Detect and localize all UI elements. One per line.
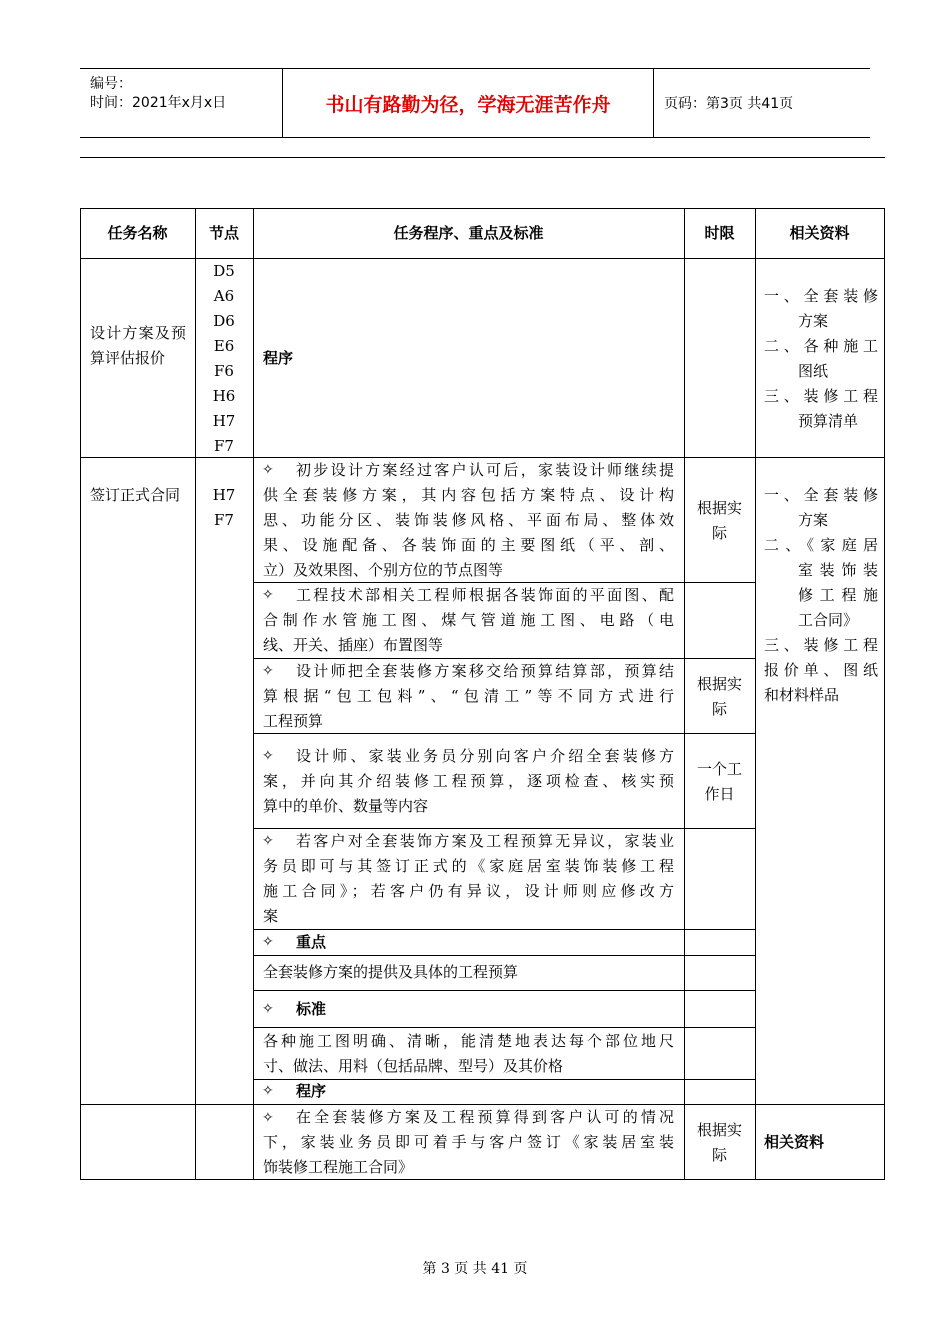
row3-materials: 相关资料 bbox=[764, 1133, 825, 1151]
material-line: 修工程施 bbox=[798, 586, 878, 604]
step-2-lines bbox=[263, 608, 674, 658]
limit-line: 际 bbox=[711, 524, 727, 542]
col-header-procedure: 任务程序、重点及标准 bbox=[393, 224, 544, 242]
page-info: 页码：第3页 共41页 bbox=[664, 96, 794, 112]
node: F7 bbox=[214, 437, 234, 455]
key-text: 全套装修方案的提供及具体的工程预算 bbox=[263, 963, 519, 981]
material-line: 二、《家庭居 bbox=[764, 536, 878, 554]
row3-lines bbox=[263, 1130, 674, 1180]
standard-label: 标准 bbox=[296, 1000, 327, 1018]
text-line: 线、开关、插座）布置图等 bbox=[263, 636, 444, 654]
step-3-lines bbox=[263, 684, 674, 734]
text-line: 合制作水管施工图、煤气管道施工图、电路（电 bbox=[263, 611, 674, 629]
limit-line: 根据实 bbox=[696, 1121, 742, 1139]
text-line: 设计师把全套装修方案移交给预算结算部，预算结 bbox=[296, 662, 674, 680]
text-line: 各种施工图明确、清晰，能清楚地表达每个部位地尺 bbox=[263, 1032, 674, 1050]
material-line: 一、全套装修 bbox=[764, 486, 878, 504]
bullet-icon: ✧ bbox=[262, 1110, 274, 1126]
text-line: 若客户对全套装饰方案及工程预算无异议，家装业 bbox=[296, 832, 674, 850]
row2-task: 签订正式合同 bbox=[90, 486, 181, 504]
material-line: 工合同》 bbox=[798, 611, 859, 629]
limit-line: 际 bbox=[711, 1146, 727, 1164]
step-4-limit bbox=[684, 757, 755, 807]
col-header-task: 任务名称 bbox=[107, 224, 168, 242]
text-line: 初步设计方案经过客户认可后，家装设计师继续提 bbox=[296, 461, 674, 479]
limit-line: 根据实 bbox=[696, 675, 742, 693]
step-5-first bbox=[296, 829, 674, 854]
step-5-lines bbox=[263, 854, 674, 929]
row1-task: 设计方案及预算评估报价 bbox=[90, 324, 186, 367]
bullet-icon: ✧ bbox=[262, 748, 274, 764]
bullet-icon: ✧ bbox=[262, 587, 274, 603]
node: H7 bbox=[212, 486, 236, 504]
bullet-icon: ✧ bbox=[262, 934, 274, 950]
node: A6 bbox=[213, 287, 235, 305]
text-line: 供全套装修方案，其内容包括方案特点、设计构 bbox=[263, 486, 674, 504]
col-header-node: 节点 bbox=[208, 224, 239, 242]
row2-materials bbox=[764, 483, 878, 708]
header-rule bbox=[80, 157, 885, 158]
text-line: 案 bbox=[263, 907, 279, 925]
bullet-icon: ✧ bbox=[262, 833, 274, 849]
row1-procedure-label: 程序 bbox=[263, 349, 294, 367]
text-line: 果、设施配备、各装饰面的主要图纸（平、剖、 bbox=[263, 536, 674, 554]
bullet-icon: ✧ bbox=[262, 462, 274, 478]
key-label: 重点 bbox=[296, 933, 327, 951]
text-line: 设计师、家装业务员分别向客户介绍全套装修方 bbox=[296, 747, 674, 765]
material-line: 方案 bbox=[798, 312, 829, 330]
node: H7 bbox=[212, 412, 236, 430]
bullet-icon: ✧ bbox=[262, 1083, 274, 1099]
node: E6 bbox=[213, 337, 235, 355]
time-label: 时间：2021年x月x日 bbox=[90, 95, 227, 111]
step-1-lines bbox=[263, 483, 674, 583]
node: D6 bbox=[213, 312, 235, 330]
text-line: 饰装修工程施工合同》 bbox=[263, 1158, 414, 1176]
material-line: 二、各种施工 bbox=[764, 337, 878, 355]
text-line: 工程技术部相关工程师根据各装饰面的平面图、配 bbox=[296, 586, 674, 604]
step-3-first bbox=[296, 659, 674, 684]
row1-materials bbox=[764, 284, 878, 434]
material-line: 图纸 bbox=[798, 362, 829, 380]
step-4-lines bbox=[263, 769, 674, 819]
material-line: 方案 bbox=[798, 511, 829, 529]
text-line: 案，并向其介绍装修工程预算，逐项检查、核实预 bbox=[263, 772, 674, 790]
step-2-first bbox=[296, 583, 674, 608]
limit-line: 一个工 bbox=[696, 760, 742, 778]
row3-limit bbox=[684, 1118, 755, 1168]
text-line: 寸、做法、用料（包括品牌、型号）及其价格 bbox=[263, 1057, 564, 1075]
page-footer: 第 3 页 共 41 页 bbox=[422, 1261, 528, 1277]
text-line: 务员即可与其签订正式的《家庭居室装饰装修工程 bbox=[263, 857, 674, 875]
limit-line: 际 bbox=[711, 700, 727, 718]
serial-label: 编号： bbox=[90, 76, 132, 92]
standard-lines bbox=[263, 1029, 674, 1079]
text-line: 立）及效果图、个别方位的节点图等 bbox=[263, 561, 504, 579]
step-1-text bbox=[296, 458, 674, 483]
step-3-limit bbox=[684, 672, 755, 722]
material-line: 三、装修工程 bbox=[764, 387, 878, 405]
bullet-icon: ✧ bbox=[262, 1001, 274, 1017]
material-line: 和材料样品 bbox=[764, 686, 840, 704]
page-header bbox=[80, 68, 870, 138]
row1-nodes bbox=[195, 259, 253, 459]
motto: 书山有路勤为径，学海无涯苦作舟 bbox=[283, 69, 654, 137]
text-line: 施工合同》；若客户仍有异议，设计师则应修改方 bbox=[263, 882, 674, 900]
bullet-icon: ✧ bbox=[262, 663, 274, 679]
text-line: 思、功能分区、装饰装修风格、平面布局、整体效 bbox=[263, 511, 674, 529]
text-line: 在全套装修方案及工程预算得到客户认可的情况 bbox=[296, 1108, 674, 1126]
limit-line: 根据实 bbox=[696, 499, 742, 517]
node: D5 bbox=[213, 262, 235, 280]
material-line: 报价单、图纸 bbox=[764, 661, 878, 679]
text-line: 算根据“包工包料”、“包清工”等不同方式进行 bbox=[263, 687, 674, 705]
row3-first bbox=[296, 1105, 674, 1130]
text-line: 工程预算 bbox=[263, 712, 324, 730]
step-4-first bbox=[296, 744, 674, 769]
col-header-limit: 时限 bbox=[704, 224, 735, 242]
material-line: 三、装修工程 bbox=[764, 636, 878, 654]
node: F6 bbox=[214, 362, 234, 380]
step-1-limit bbox=[684, 496, 755, 546]
row2-nodes bbox=[195, 483, 253, 533]
material-line: 室装饰装 bbox=[798, 561, 878, 579]
text-line: 算中的单价、数量等内容 bbox=[263, 797, 429, 815]
program-label: 程序 bbox=[296, 1082, 327, 1100]
material-line: 预算清单 bbox=[798, 412, 859, 430]
node: F7 bbox=[214, 511, 234, 529]
text-line: 下，家装业务员即可着手与客户签订《家装居室装 bbox=[263, 1133, 674, 1151]
limit-line: 作日 bbox=[704, 785, 735, 803]
col-header-materials: 相关资料 bbox=[789, 224, 850, 242]
node: H6 bbox=[212, 387, 236, 405]
material-line: 一、全套装修 bbox=[764, 287, 878, 305]
header-meta bbox=[80, 69, 283, 137]
